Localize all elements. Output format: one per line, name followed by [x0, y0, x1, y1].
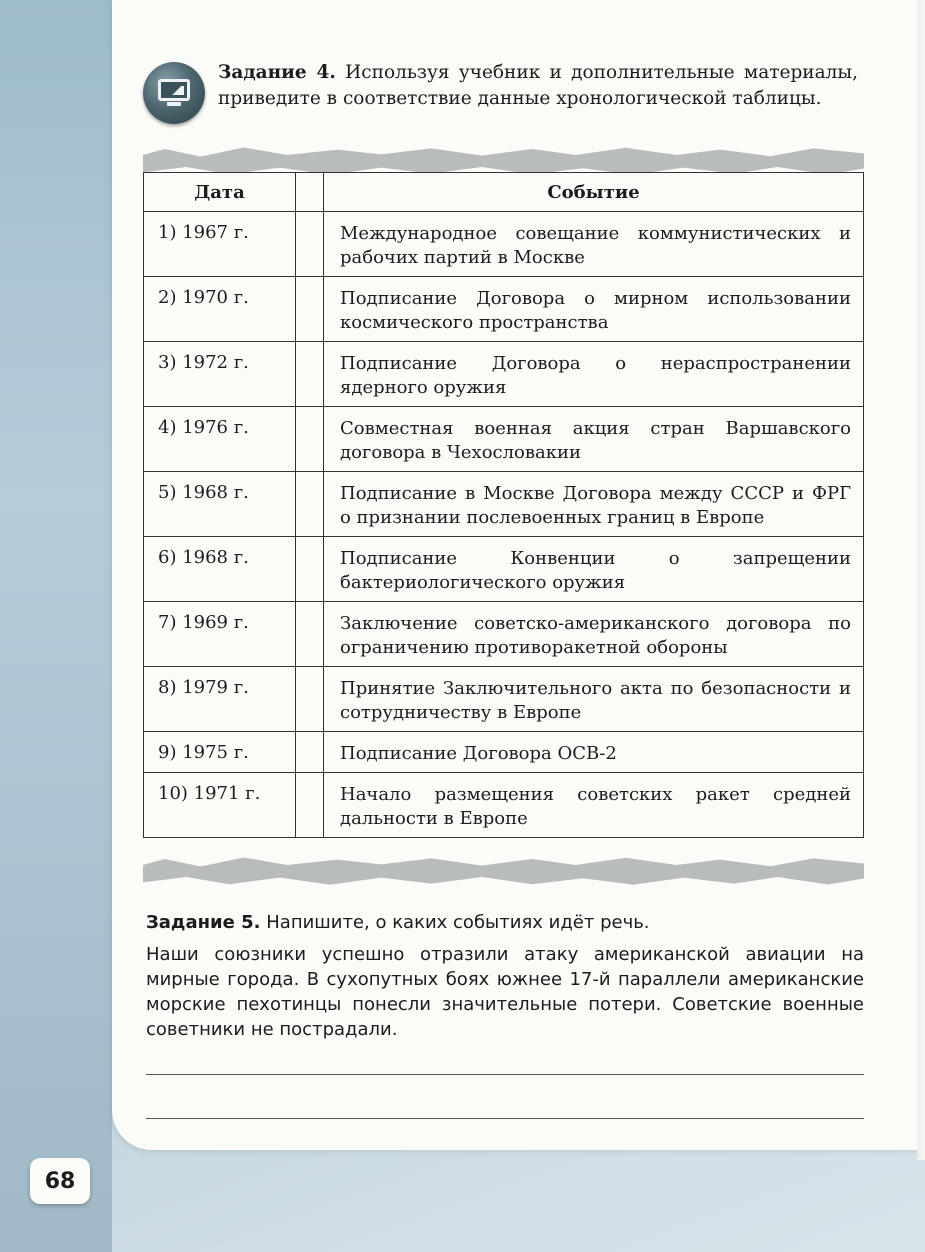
task-5-title: Задание 5.	[146, 912, 261, 933]
date-cell: 6) 1968 г.	[144, 537, 296, 602]
date-cell: 1) 1967 г.	[144, 212, 296, 277]
answer-line[interactable]	[146, 1074, 864, 1075]
answer-cell[interactable]	[296, 212, 324, 277]
event-cell: Международное совещание коммунистических и рабочих партий в Москве	[324, 212, 864, 277]
event-cell: Принятие Заключительного акта по безопасности и сотрудничеству в Европе	[324, 667, 864, 732]
answer-cell[interactable]	[296, 407, 324, 472]
column-header-blank	[296, 173, 324, 212]
task-4-instructions	[218, 60, 858, 112]
event-cell: Подписание Конвенции о запрещении бактериологического оружия	[324, 537, 864, 602]
answer-cell[interactable]	[296, 277, 324, 342]
answer-cell[interactable]	[296, 732, 324, 773]
computer-monitor-icon	[143, 62, 205, 124]
answer-line[interactable]	[146, 1118, 864, 1119]
date-cell: 5) 1968 г.	[144, 472, 296, 537]
event-cell: Подписание Договора о нераспространении ядерного оружия	[324, 342, 864, 407]
table-header-row	[144, 173, 864, 212]
task-4-title: Задание 4.	[218, 62, 336, 83]
page-number: 68	[30, 1158, 90, 1204]
event-cell: Подписание Договора ОСВ-2	[324, 732, 864, 773]
table-row	[144, 602, 864, 667]
answer-cell[interactable]	[296, 537, 324, 602]
table-row	[144, 537, 864, 602]
answer-cell[interactable]	[296, 667, 324, 732]
date-cell: 8) 1979 г.	[144, 667, 296, 732]
table-row	[144, 277, 864, 342]
date-cell: 2) 1970 г.	[144, 277, 296, 342]
answer-cell[interactable]	[296, 773, 324, 838]
event-cell: Начало размещения советских ракет средней дальности в Европе	[324, 773, 864, 838]
date-cell: 3) 1972 г.	[144, 342, 296, 407]
task-5-block	[146, 910, 864, 1042]
answer-cell[interactable]	[296, 602, 324, 667]
column-header-event: Событие	[324, 173, 864, 212]
table-row	[144, 773, 864, 838]
task-4-text: Используя учебник и дополнительные материалы, приведите в соответствие данные хронологической таблицы.	[218, 62, 859, 109]
table-row	[144, 472, 864, 537]
date-cell: 7) 1969 г.	[144, 602, 296, 667]
event-cell: Подписание в Москве Договора между СССР и ФРГ о признании послевоенных границ в Европе	[324, 472, 864, 537]
table-row	[144, 407, 864, 472]
date-cell: 9) 1975 г.	[144, 732, 296, 773]
table-row	[144, 342, 864, 407]
table-row	[144, 732, 864, 773]
date-cell: 10) 1971 г.	[144, 773, 296, 838]
page-edge	[917, 0, 925, 1160]
answer-cell[interactable]	[296, 342, 324, 407]
event-cell: Совместная военная акция стран Варшавского договора в Чехословакии	[324, 407, 864, 472]
task-5-heading	[146, 910, 864, 935]
table-row	[144, 212, 864, 277]
task-5-text: Наши союзники успешно отразили атаку американской авиации на мирные города. В сухопутных боях южнее 17-й параллели американские морские пехотинцы понесли значительные потери. Советские военные советники не пострадали.	[146, 944, 864, 1040]
event-cell: Подписание Договора о мирном использовании космического пространства	[324, 277, 864, 342]
chronological-table	[143, 172, 864, 838]
task-5-question: Напишите, о каких событиях идёт речь.	[266, 912, 650, 933]
event-cell: Заключение советско-американского договора по ограничению противоракетной обороны	[324, 602, 864, 667]
answer-cell[interactable]	[296, 472, 324, 537]
table-row	[144, 667, 864, 732]
date-cell: 4) 1976 г.	[144, 407, 296, 472]
page-margin-strip	[0, 0, 112, 1252]
column-header-date: Дата	[144, 173, 296, 212]
